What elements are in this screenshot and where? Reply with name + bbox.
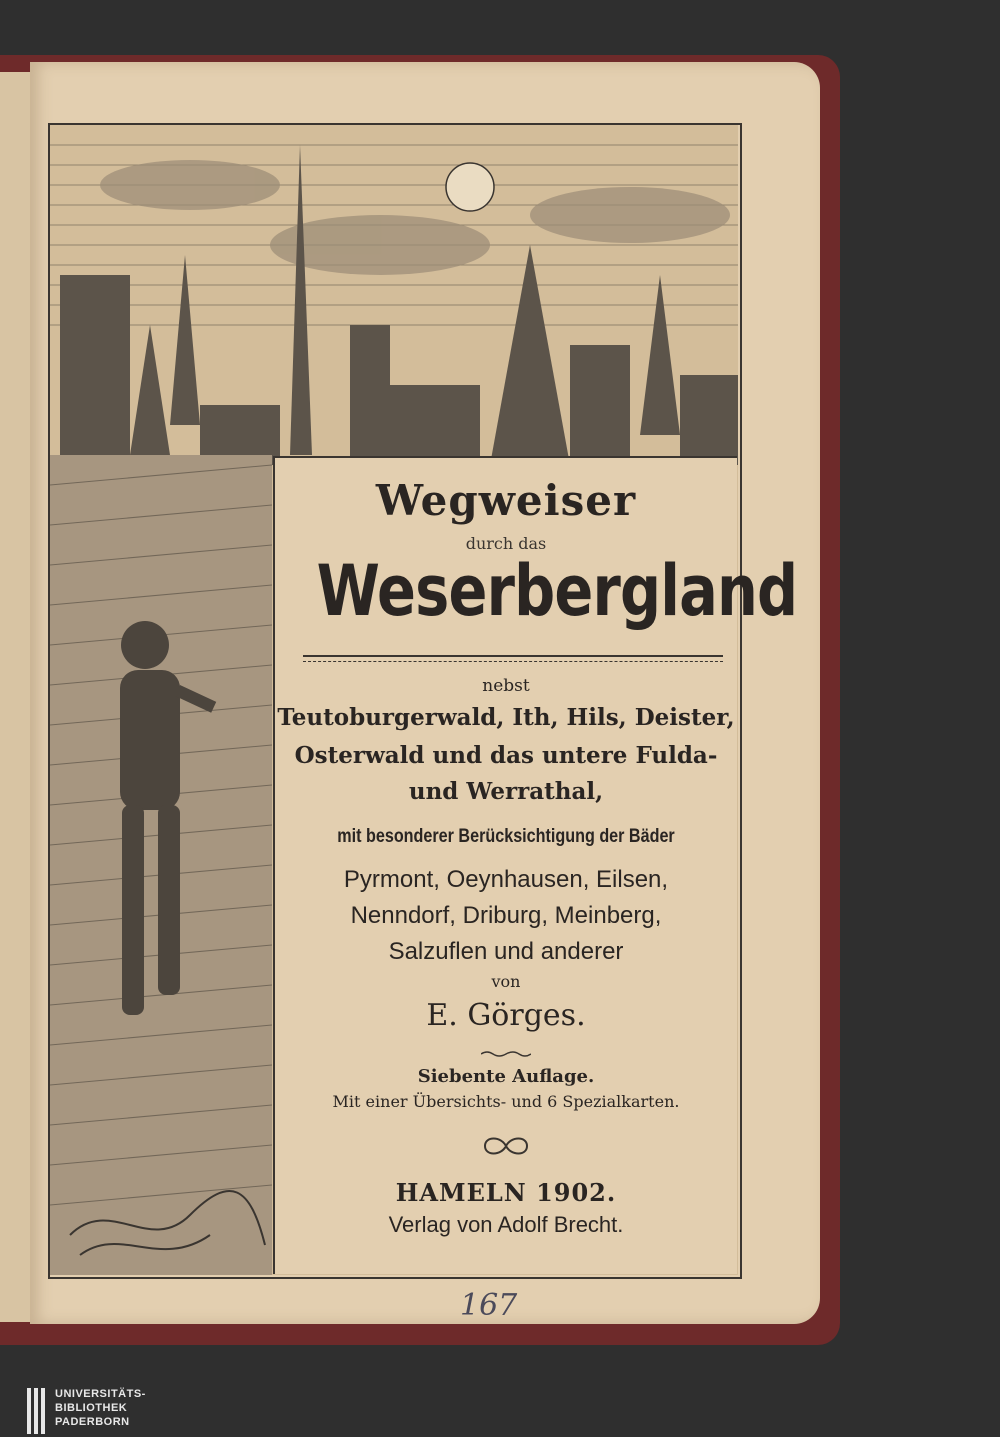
left-page-edge <box>0 72 32 1322</box>
edition-label: Siebente Auflage. <box>417 1066 595 1087</box>
decorative-rule <box>303 655 723 662</box>
baths-line-2: Nenndorf, Driburg, Meinberg, <box>350 902 662 929</box>
publisher: Verlag von Adolf Brecht. <box>388 1212 624 1237</box>
baths-line-3: Salzuflen und anderer <box>388 938 624 965</box>
library-line-2: BIBLIOTHEK <box>55 1402 128 1414</box>
regions-line-2: Osterwald und das untere Fulda- <box>294 742 718 769</box>
maps-note: Mit einer Übersichts- und 6 Spezialkarten. <box>332 1092 680 1111</box>
library-name <box>55 1387 146 1429</box>
imprint-city-year: HAMELN 1902. <box>395 1178 617 1207</box>
handwritten-number: 167 <box>460 1288 518 1323</box>
book-title: Wegweiser <box>375 476 637 525</box>
library-footer <box>0 1385 1000 1437</box>
title-connector: durch das <box>465 534 547 553</box>
von-text: von <box>491 972 521 991</box>
small-ornament <box>481 1050 531 1058</box>
regions-line-1: Teutoburgerwald, Ith, Hils, Deister, <box>277 704 735 731</box>
special-note: mit besonderer Berücksichtigung der Bäder <box>337 826 675 847</box>
region-title: Weserbergland <box>316 550 798 632</box>
author-name: E. Görges. <box>426 998 586 1033</box>
library-logo-icon <box>27 1388 47 1434</box>
nebst-text: nebst <box>482 676 530 696</box>
scroll-ornament <box>481 1134 531 1158</box>
regions-line-3: und Werrathal, <box>408 778 604 805</box>
baths-line-1: Pyrmont, Oeynhausen, Eilsen, <box>343 866 669 893</box>
library-line-3: PADERBORN <box>55 1416 130 1428</box>
library-line-1: UNIVERSITÄTS- <box>55 1388 146 1400</box>
title-text-panel <box>273 456 798 1274</box>
